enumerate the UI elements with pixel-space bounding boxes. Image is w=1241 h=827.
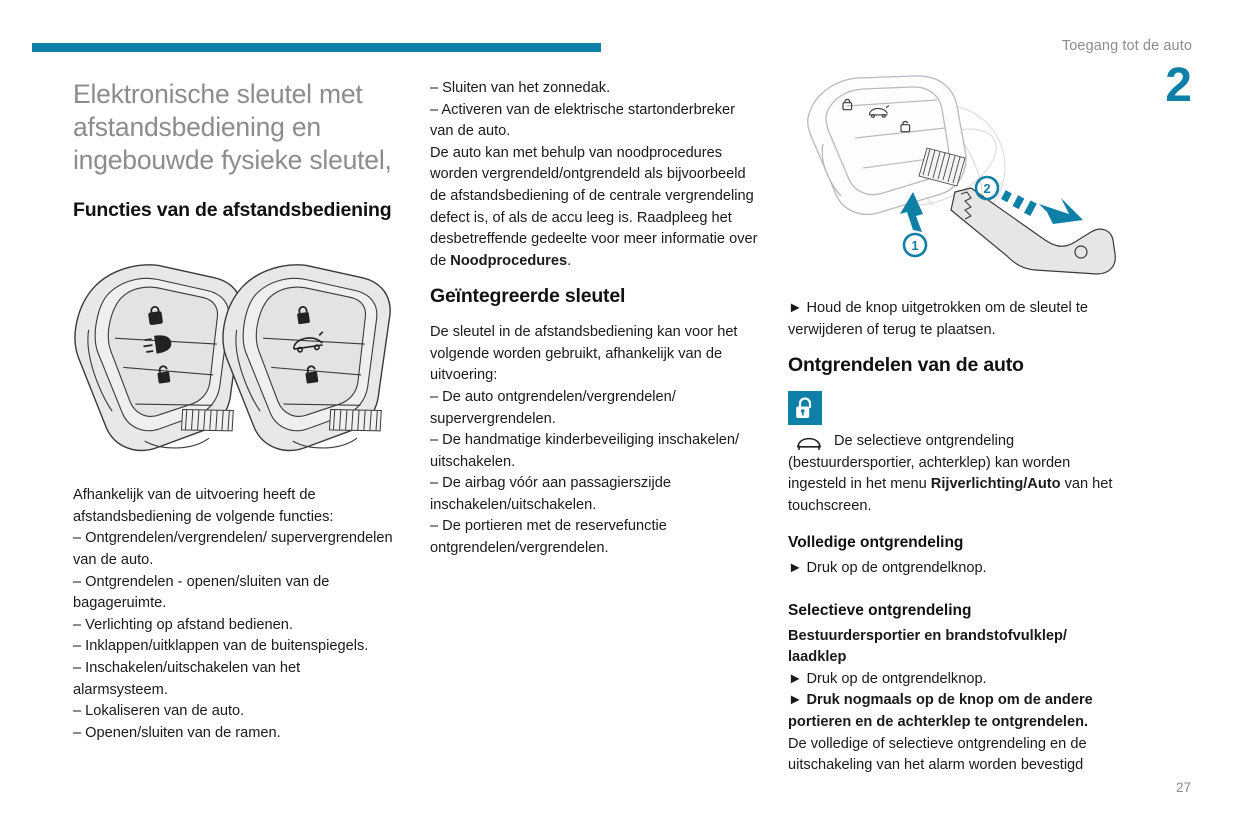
emergency-paragraph xyxy=(430,143,762,273)
list-item: – Openen/sluiten van de ramen. xyxy=(73,724,281,741)
car-front-icon xyxy=(794,435,824,455)
right-column xyxy=(788,298,1118,777)
closing-paragraph: De volledige of selectieve ontgrendeling en de uitschakeling van het alarm worden bevestigd xyxy=(788,735,1087,774)
page-title: Elektronische sleutel met afstandsbediening en ingebouwde fysieke sleutel, xyxy=(73,79,392,176)
selective-lead: Bestuurdersportier en brandstofvulklep/ laadklep xyxy=(788,627,1067,666)
top-blue-rule xyxy=(32,43,601,52)
subheading-selectieve-ontgrendeling: Selectieve ontgrendeling xyxy=(788,602,972,620)
list-item: – De auto ontgrendelen/vergrendelen/ supervergrendelen. xyxy=(430,388,676,427)
middle-column xyxy=(430,78,762,560)
list-item: – De handmatige kinderbeveiliging inschakelen/ uitschakelen. xyxy=(430,432,740,470)
emergency-paragraph-ref: Noodprocedures xyxy=(450,252,568,269)
instruction-step: ► Houd de knop uitgetrokken om de sleutel te verwijderen of terug te plaatsen. xyxy=(788,300,1089,338)
section-heading-geintegreerde-sleutel: Geïntegreerde sleutel xyxy=(430,285,626,308)
list-item: – Verlichting op afstand bedienen. xyxy=(73,616,293,633)
integrated-key-extraction-illustration xyxy=(795,62,1125,292)
spacer xyxy=(430,272,762,285)
list-item: – Ontgrendelen/vergrendelen/ supervergrendelen van de auto. xyxy=(73,530,393,568)
two-remote-keys-illustration xyxy=(71,252,393,466)
emergency-paragraph-pre: De auto kan met behulp van noodprocedures worden vergrendeld/ontgrendeld als bijvoorbeeld de afstandsbediening of de centrale vergrendeling defect is, of als de accu leeg is. Raadpleeg het desbetreffende gedeelte voor meer informatie over de xyxy=(430,144,758,269)
note-post: van het touchscreen. xyxy=(788,476,1113,514)
subheading-volledige-ontgrendeling: Volledige ontgrendeling xyxy=(788,534,964,552)
list-item: – Activeren van de elektrische startonderbreker van de auto. xyxy=(430,101,736,140)
left-intro-text: Afhankelijk van de uitvoering heeft de afstandsbediening de volgende functies: xyxy=(73,487,334,525)
section-heading-ontgrendelen: Ontgrendelen van de auto xyxy=(788,354,1024,377)
running-head: Toegang tot de auto xyxy=(1061,38,1192,54)
list-item: – Inklappen/uitklappen van de buitenspiegels. xyxy=(73,638,369,655)
selective-unlock-note-text xyxy=(788,431,1118,517)
selective-unlock-note xyxy=(788,431,1118,517)
chapter-number: 2 xyxy=(1165,59,1191,112)
key-right xyxy=(214,252,393,460)
unlock-padlock-icon xyxy=(788,391,822,425)
list-item: – Lokaliseren van de auto. xyxy=(73,703,245,720)
instruction-step: ► Druk op de ontgrendelknop. xyxy=(788,559,987,576)
callout-label-1: 1 xyxy=(911,238,919,253)
note-pre: De selectieve ontgrendeling (bestuurdersportier, achterklep) kan worden ingesteld in het menu xyxy=(788,432,1071,493)
note-menu-path: Rijverlichting/Auto xyxy=(930,476,1061,493)
list-item: – De airbag vóór aan passagierszijde inschakelen/uitschakelen. xyxy=(430,475,671,513)
left-column xyxy=(73,78,393,744)
section-heading-functies: Functies van de afstandsbediening xyxy=(73,199,392,222)
instruction-step: ► Druk op de ontgrendelknop. xyxy=(788,670,987,687)
emergency-paragraph-post: . xyxy=(567,252,572,269)
callout-label-2: 2 xyxy=(983,181,991,196)
list-item: – Ontgrendelen - openen/sluiten van de bagageruimte. xyxy=(73,573,330,612)
page-number: 27 xyxy=(1175,780,1191,795)
spacer xyxy=(788,341,1118,354)
list-item: – Sluiten van het zonnedak. xyxy=(430,80,611,96)
mid-intro-text: De sleutel in de afstandsbediening kan voor het volgende worden gebruikt, afhankelijk van de uitvoering: xyxy=(430,324,738,384)
instruction-step-bold: ► Druk nogmaals op de knop om de andere portieren en de achterklep te ontgrendelen. xyxy=(788,692,1093,731)
list-item: – De portieren met de reservefunctie ontgrendelen/vergrendelen. xyxy=(430,518,667,557)
list-item: – Inschakelen/uitschakelen van het alarmsysteem. xyxy=(73,659,301,698)
